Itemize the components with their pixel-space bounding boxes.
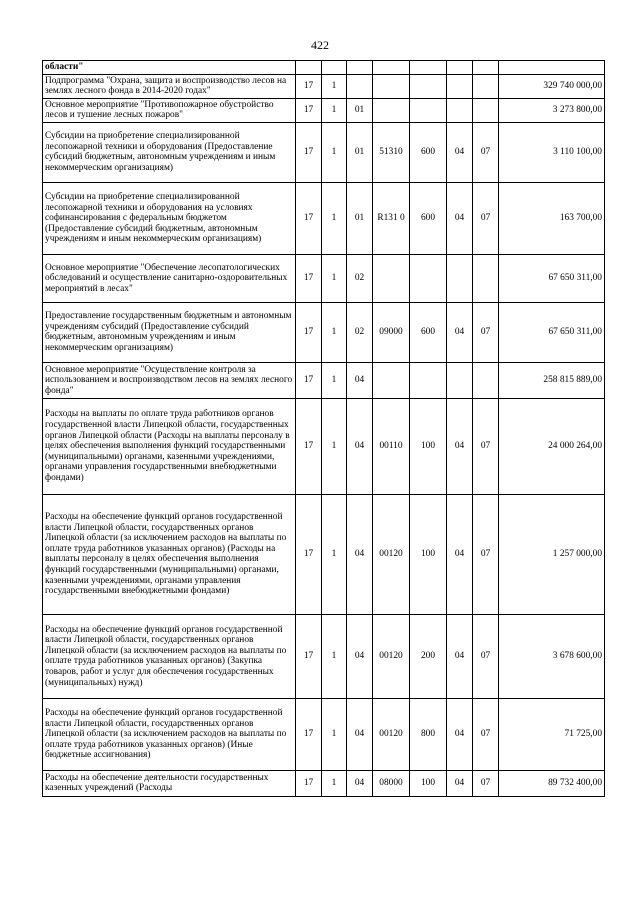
row-name-cell: Предоставление государственным бюджетным и автономным учреждениям субсидий (Предоставление субсидий бюджетным, автономным учреждениям и иным некоммерческим организациям) — [43, 302, 296, 362]
row-code-cell — [347, 74, 373, 98]
row-sum-cell: 89 732 400,00 — [499, 770, 605, 796]
row-code-cell: 01 — [347, 122, 373, 182]
row-code-cell: 1 — [322, 770, 347, 796]
row-code-cell — [447, 362, 473, 398]
row-code-cell: 600 — [410, 122, 447, 182]
table-row — [43, 362, 605, 398]
row-sum-cell: 1 257 000,00 — [499, 494, 605, 614]
table-row — [43, 698, 605, 770]
row-code-cell: 04 — [347, 362, 373, 398]
row-code-cell: 100 — [410, 398, 447, 494]
row-code-cell: 600 — [410, 302, 447, 362]
row-code-cell — [322, 61, 347, 75]
row-code-cell: 17 — [296, 398, 322, 494]
row-code-cell — [473, 362, 499, 398]
row-code-cell: 04 — [447, 698, 473, 770]
row-code-cell: 1 — [322, 254, 347, 302]
row-code-cell: 51310 — [373, 122, 410, 182]
row-name-cell: Основное мероприятие "Противопожарное обустройство лесов и тушение лесных пожаров" — [43, 98, 296, 122]
row-name-cell: Расходы на обеспечение функций органов государственной власти Липецкой области, государственных органов Липецкой области (за исключением расходов на выплаты по оплате труда работников указанных органов) (Иные бюджетные ассигнования) — [43, 698, 296, 770]
row-name-cell: Расходы на выплаты по оплате труда работников органов государственной власти Липецкой области, государственных органов Липецкой области (Расходы на выплаты персоналу в целях обеспечения выполнения функций государственными (муниципальными) органами, казенными учреждениями, органами управления государственными внебюджетными фондами) — [43, 398, 296, 494]
row-code-cell: 17 — [296, 302, 322, 362]
row-code-cell — [410, 98, 447, 122]
row-code-cell: 17 — [296, 254, 322, 302]
row-code-cell: 04 — [447, 302, 473, 362]
table-row — [43, 122, 605, 182]
row-name-cell: Расходы на обеспечение функций органов государственной власти Липецкой области, государственных органов Липецкой области (за исключением расходов на выплаты по оплате труда работников указанных органов) (Закупка товаров, работ и услуг для обеспечения государственных (муниципальных) нужд) — [43, 614, 296, 698]
row-code-cell: 04 — [347, 398, 373, 494]
budget-table — [42, 60, 605, 797]
row-sum-cell — [499, 61, 605, 75]
row-code-cell: 02 — [347, 254, 373, 302]
row-code-cell: 1 — [322, 74, 347, 98]
row-code-cell: 1 — [322, 698, 347, 770]
row-code-cell: 00120 — [373, 698, 410, 770]
row-code-cell — [410, 74, 447, 98]
row-code-cell — [473, 254, 499, 302]
row-code-cell: 17 — [296, 74, 322, 98]
row-code-cell: 17 — [296, 698, 322, 770]
row-sum-cell: 71 725,00 — [499, 698, 605, 770]
row-code-cell: 04 — [347, 614, 373, 698]
table-row — [43, 254, 605, 302]
row-name-cell: Расходы на обеспечение деятельности государственных казенных учреждений (Расходы — [43, 770, 296, 796]
row-sum-cell: 3 110 100,00 — [499, 122, 605, 182]
row-code-cell: 02 — [347, 302, 373, 362]
row-sum-cell: 163 700,00 — [499, 182, 605, 254]
row-sum-cell: 258 815 889,00 — [499, 362, 605, 398]
table-row — [43, 770, 605, 796]
table-row — [43, 398, 605, 494]
row-code-cell — [373, 74, 410, 98]
row-code-cell: R131 0 — [373, 182, 410, 254]
row-code-cell: 600 — [410, 182, 447, 254]
row-code-cell: 1 — [322, 362, 347, 398]
row-code-cell: 200 — [410, 614, 447, 698]
row-name-cell: Расходы на обеспечение функций органов государственной власти Липецкой области, государственных органов Липецкой области (за исключением расходов на выплаты по оплате труда работников указанных органов) (Расходы на выплаты персоналу в целях обеспечения выполнения функций государственными (муниципальными) органами, казенными учреждениями, органами управления государственными внебюджетными фондами) — [43, 494, 296, 614]
row-code-cell: 1 — [322, 494, 347, 614]
row-code-cell: 17 — [296, 614, 322, 698]
row-code-cell — [473, 74, 499, 98]
table-row — [43, 98, 605, 122]
row-code-cell: 1 — [322, 398, 347, 494]
table-row — [43, 74, 605, 98]
row-code-cell: 00110 — [373, 398, 410, 494]
row-code-cell: 100 — [410, 770, 447, 796]
row-code-cell — [447, 74, 473, 98]
row-sum-cell: 3 273 800,00 — [499, 98, 605, 122]
row-code-cell: 17 — [296, 182, 322, 254]
row-code-cell: 00120 — [373, 494, 410, 614]
row-name-cell: Подпрограмма "Охрана, защита и воспроизводство лесов на землях лесного фонда в 2014-2020 годах" — [43, 74, 296, 98]
row-sum-cell: 67 650 311,00 — [499, 302, 605, 362]
row-code-cell: 01 — [347, 98, 373, 122]
row-code-cell: 04 — [447, 398, 473, 494]
row-code-cell: 17 — [296, 494, 322, 614]
row-code-cell: 1 — [322, 98, 347, 122]
row-sum-cell: 67 650 311,00 — [499, 254, 605, 302]
row-code-cell: 04 — [447, 494, 473, 614]
row-code-cell: 04 — [447, 770, 473, 796]
row-sum-cell: 329 740 000,00 — [499, 74, 605, 98]
row-code-cell: 1 — [322, 182, 347, 254]
row-code-cell — [373, 362, 410, 398]
row-code-cell: 01 — [347, 182, 373, 254]
row-code-cell: 09000 — [373, 302, 410, 362]
row-code-cell: 17 — [296, 770, 322, 796]
row-name-cell: Субсидии на приобретение специализированной лесопожарной техники и оборудования на условиях софинансирования с федеральным бюджетом (Предоставление субсидий бюджетным, автономным учреждениям и иным некоммерческим организациям) — [43, 182, 296, 254]
table-row — [43, 182, 605, 254]
row-code-cell: 100 — [410, 494, 447, 614]
row-code-cell: 04 — [347, 494, 373, 614]
row-code-cell: 1 — [322, 302, 347, 362]
table-row — [43, 302, 605, 362]
row-code-cell — [473, 61, 499, 75]
row-code-cell — [410, 254, 447, 302]
row-code-cell: 07 — [473, 494, 499, 614]
table-row — [43, 614, 605, 698]
row-code-cell: 04 — [447, 182, 473, 254]
row-code-cell: 07 — [473, 122, 499, 182]
table-row — [43, 61, 605, 75]
row-code-cell: 800 — [410, 698, 447, 770]
row-code-cell: 1 — [322, 122, 347, 182]
page-number: 422 — [311, 38, 329, 52]
row-code-cell: 07 — [473, 302, 499, 362]
row-code-cell — [447, 98, 473, 122]
row-code-cell: 1 — [322, 614, 347, 698]
row-code-cell — [373, 254, 410, 302]
row-code-cell: 07 — [473, 770, 499, 796]
row-code-cell — [373, 61, 410, 75]
row-code-cell: 04 — [447, 614, 473, 698]
row-code-cell — [473, 98, 499, 122]
row-code-cell: 08000 — [373, 770, 410, 796]
row-name-cell: области" — [43, 61, 296, 75]
row-name-cell: Основное мероприятие "Обеспечение лесопатологических обследований и осуществление санитарно-оздоровительных мероприятий в лесах" — [43, 254, 296, 302]
row-code-cell: 07 — [473, 698, 499, 770]
row-name-cell: Субсидии на приобретение специализированной лесопожарной техники и оборудования (Предоставление субсидий бюджетным, автономным учреждениям и иным некоммерческим организациям) — [43, 122, 296, 182]
row-code-cell — [410, 61, 447, 75]
row-code-cell: 17 — [296, 98, 322, 122]
row-code-cell — [296, 61, 322, 75]
row-code-cell — [447, 61, 473, 75]
row-code-cell: 17 — [296, 362, 322, 398]
row-code-cell: 04 — [447, 122, 473, 182]
row-code-cell — [410, 362, 447, 398]
row-code-cell: 17 — [296, 122, 322, 182]
row-code-cell: 00120 — [373, 614, 410, 698]
row-code-cell — [373, 98, 410, 122]
row-sum-cell: 24 000 264,00 — [499, 398, 605, 494]
row-code-cell — [347, 61, 373, 75]
row-sum-cell: 3 678 600,00 — [499, 614, 605, 698]
table-row — [43, 494, 605, 614]
row-code-cell: 04 — [347, 770, 373, 796]
row-name-cell: Основное мероприятие "Осуществление контроля за использованием и воспроизводством лесов на землях лесного фонда" — [43, 362, 296, 398]
row-code-cell: 04 — [347, 698, 373, 770]
row-code-cell: 07 — [473, 182, 499, 254]
row-code-cell — [447, 254, 473, 302]
row-code-cell: 07 — [473, 398, 499, 494]
row-code-cell: 07 — [473, 614, 499, 698]
